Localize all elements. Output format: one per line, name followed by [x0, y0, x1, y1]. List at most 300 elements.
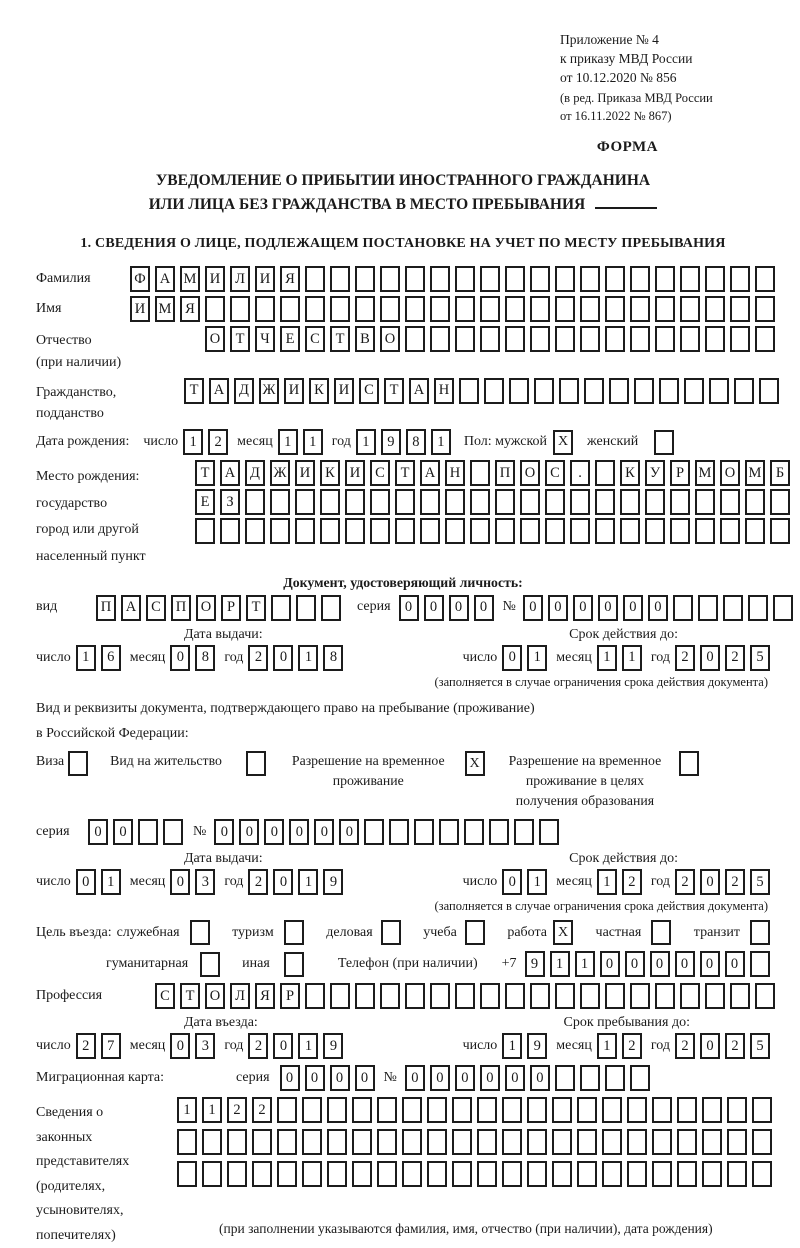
char-box[interactable] [177, 1161, 197, 1187]
char-box[interactable]: Ч [255, 326, 275, 352]
char-box[interactable] [602, 1129, 622, 1155]
char-box[interactable] [327, 1129, 347, 1155]
char-box[interactable]: 2 [725, 869, 745, 895]
char-box[interactable] [705, 296, 725, 322]
char-box[interactable]: И [205, 266, 225, 292]
char-box[interactable]: 1 [597, 645, 617, 671]
char-box[interactable] [380, 296, 400, 322]
char-box[interactable] [577, 1097, 597, 1123]
char-box[interactable] [455, 983, 475, 1009]
char-box[interactable]: 0 [650, 951, 670, 977]
char-box[interactable] [534, 378, 554, 404]
char-box[interactable] [580, 983, 600, 1009]
char-box[interactable] [709, 378, 729, 404]
char-box[interactable]: 9 [527, 1033, 547, 1059]
char-box[interactable] [702, 1097, 722, 1123]
char-box[interactable] [484, 378, 504, 404]
char-box[interactable]: 2 [622, 1033, 642, 1059]
char-box[interactable] [495, 489, 515, 515]
char-box[interactable] [577, 1129, 597, 1155]
char-box[interactable]: 1 [202, 1097, 222, 1123]
char-box[interactable] [420, 489, 440, 515]
purpose-transit-checkbox[interactable] [750, 920, 770, 945]
char-box[interactable]: 3 [195, 1033, 215, 1059]
char-box[interactable]: 1 [502, 1033, 522, 1059]
char-box[interactable]: 2 [725, 1033, 745, 1059]
char-box[interactable]: 8 [195, 645, 215, 671]
char-box[interactable] [605, 296, 625, 322]
char-box[interactable] [296, 595, 316, 621]
purpose-official-checkbox[interactable] [190, 920, 210, 945]
char-box[interactable] [277, 1161, 297, 1187]
char-box[interactable]: 0 [700, 1033, 720, 1059]
char-box[interactable]: Ж [259, 378, 279, 404]
char-box[interactable] [277, 1097, 297, 1123]
char-box[interactable] [595, 489, 615, 515]
char-box[interactable]: 0 [700, 645, 720, 671]
char-box[interactable] [770, 489, 790, 515]
char-box[interactable] [320, 518, 340, 544]
char-box[interactable] [520, 489, 540, 515]
char-box[interactable]: 1 [356, 429, 376, 455]
char-box[interactable]: 0 [170, 1033, 190, 1059]
char-box[interactable]: 0 [625, 951, 645, 977]
char-box[interactable] [727, 1129, 747, 1155]
char-box[interactable]: 0 [725, 951, 745, 977]
char-box[interactable] [402, 1097, 422, 1123]
char-box[interactable]: 0 [505, 1065, 525, 1091]
char-box[interactable] [509, 378, 529, 404]
char-box[interactable]: Л [230, 983, 250, 1009]
char-box[interactable]: 0 [305, 1065, 325, 1091]
char-box[interactable]: Е [195, 489, 215, 515]
char-box[interactable]: 0 [548, 595, 568, 621]
char-box[interactable] [545, 489, 565, 515]
char-box[interactable] [698, 595, 718, 621]
char-box[interactable] [352, 1097, 372, 1123]
char-box[interactable]: А [155, 266, 175, 292]
char-box[interactable]: П [495, 460, 515, 486]
char-box[interactable]: 2 [248, 645, 268, 671]
char-box[interactable]: 0 [573, 595, 593, 621]
char-box[interactable]: М [155, 296, 175, 322]
char-box[interactable]: М [695, 460, 715, 486]
char-box[interactable]: А [420, 460, 440, 486]
char-box[interactable] [430, 266, 450, 292]
char-box[interactable] [477, 1161, 497, 1187]
char-box[interactable] [430, 983, 450, 1009]
char-box[interactable] [680, 983, 700, 1009]
char-box[interactable]: Т [180, 983, 200, 1009]
char-box[interactable]: 0 [405, 1065, 425, 1091]
purpose-work-checkbox[interactable]: X [553, 920, 573, 945]
char-box[interactable] [555, 296, 575, 322]
char-box[interactable]: З [220, 489, 240, 515]
char-box[interactable] [555, 326, 575, 352]
char-box[interactable]: 2 [208, 429, 228, 455]
char-box[interactable] [580, 1065, 600, 1091]
char-box[interactable] [405, 983, 425, 1009]
char-box[interactable]: 1 [597, 1033, 617, 1059]
char-box[interactable] [752, 1129, 772, 1155]
char-box[interactable]: Т [395, 460, 415, 486]
char-box[interactable]: 2 [725, 645, 745, 671]
char-box[interactable]: 0 [523, 595, 543, 621]
char-box[interactable] [230, 296, 250, 322]
char-box[interactable] [720, 489, 740, 515]
char-box[interactable]: Т [195, 460, 215, 486]
char-box[interactable] [470, 518, 490, 544]
char-box[interactable] [527, 1097, 547, 1123]
char-box[interactable]: К [620, 460, 640, 486]
char-box[interactable]: 0 [76, 869, 96, 895]
char-box[interactable] [445, 489, 465, 515]
char-box[interactable] [539, 819, 559, 845]
char-box[interactable]: И [284, 378, 304, 404]
char-box[interactable] [655, 266, 675, 292]
char-box[interactable] [630, 326, 650, 352]
char-box[interactable] [605, 983, 625, 1009]
char-box[interactable] [445, 518, 465, 544]
char-box[interactable] [377, 1097, 397, 1123]
char-box[interactable] [730, 983, 750, 1009]
char-box[interactable] [605, 326, 625, 352]
purpose-other-checkbox[interactable] [284, 952, 304, 977]
char-box[interactable]: П [171, 595, 191, 621]
char-box[interactable] [405, 266, 425, 292]
char-box[interactable]: 9 [525, 951, 545, 977]
char-box[interactable] [502, 1161, 522, 1187]
char-box[interactable] [430, 296, 450, 322]
male-checkbox[interactable]: X [553, 430, 573, 455]
char-box[interactable] [559, 378, 579, 404]
char-box[interactable] [552, 1161, 572, 1187]
char-box[interactable]: 2 [675, 869, 695, 895]
char-box[interactable]: 1 [527, 645, 547, 671]
char-box[interactable] [695, 489, 715, 515]
char-box[interactable]: 2 [675, 645, 695, 671]
char-box[interactable]: С [146, 595, 166, 621]
char-box[interactable] [730, 266, 750, 292]
char-box[interactable] [352, 1161, 372, 1187]
char-box[interactable]: 0 [273, 645, 293, 671]
char-box[interactable]: 3 [195, 869, 215, 895]
char-box[interactable] [655, 983, 675, 1009]
char-box[interactable] [427, 1097, 447, 1123]
char-box[interactable]: А [209, 378, 229, 404]
char-box[interactable] [202, 1129, 222, 1155]
visa-checkbox[interactable] [68, 751, 88, 776]
char-box[interactable] [652, 1161, 672, 1187]
char-box[interactable]: 0 [214, 819, 234, 845]
char-box[interactable]: 2 [675, 1033, 695, 1059]
char-box[interactable]: 1 [76, 645, 96, 671]
char-box[interactable] [227, 1161, 247, 1187]
char-box[interactable] [755, 326, 775, 352]
char-box[interactable] [364, 819, 384, 845]
char-box[interactable]: О [380, 326, 400, 352]
char-box[interactable]: 2 [248, 869, 268, 895]
char-box[interactable] [514, 819, 534, 845]
char-box[interactable]: О [720, 460, 740, 486]
char-box[interactable]: 1 [298, 869, 318, 895]
char-box[interactable]: 0 [280, 1065, 300, 1091]
char-box[interactable] [245, 489, 265, 515]
char-box[interactable]: 0 [623, 595, 643, 621]
char-box[interactable]: 2 [248, 1033, 268, 1059]
char-box[interactable] [659, 378, 679, 404]
char-box[interactable] [470, 489, 490, 515]
char-box[interactable]: 0 [502, 869, 522, 895]
char-box[interactable]: 2 [252, 1097, 272, 1123]
char-box[interactable] [680, 326, 700, 352]
char-box[interactable] [580, 296, 600, 322]
char-box[interactable] [702, 1129, 722, 1155]
char-box[interactable]: Н [434, 378, 454, 404]
char-box[interactable] [652, 1097, 672, 1123]
char-box[interactable] [705, 266, 725, 292]
char-box[interactable] [355, 296, 375, 322]
char-box[interactable]: С [305, 326, 325, 352]
char-box[interactable] [570, 518, 590, 544]
char-box[interactable] [302, 1161, 322, 1187]
char-box[interactable] [345, 489, 365, 515]
char-box[interactable] [552, 1097, 572, 1123]
char-box[interactable]: 0 [264, 819, 284, 845]
char-box[interactable] [520, 518, 540, 544]
char-box[interactable]: 1 [431, 429, 451, 455]
char-box[interactable]: О [520, 460, 540, 486]
char-box[interactable]: Я [280, 266, 300, 292]
char-box[interactable] [584, 378, 604, 404]
char-box[interactable]: 0 [474, 595, 494, 621]
char-box[interactable]: К [320, 460, 340, 486]
char-box[interactable] [480, 326, 500, 352]
char-box[interactable] [530, 296, 550, 322]
purpose-humanitarian-checkbox[interactable] [200, 952, 220, 977]
char-box[interactable]: 0 [170, 869, 190, 895]
char-box[interactable]: 1 [278, 429, 298, 455]
char-box[interactable] [477, 1097, 497, 1123]
char-box[interactable] [734, 378, 754, 404]
char-box[interactable]: И [130, 296, 150, 322]
char-box[interactable] [595, 518, 615, 544]
char-box[interactable]: М [180, 266, 200, 292]
char-box[interactable]: . [570, 460, 590, 486]
char-box[interactable] [620, 489, 640, 515]
char-box[interactable]: Б [770, 460, 790, 486]
char-box[interactable] [605, 266, 625, 292]
char-box[interactable]: 2 [622, 869, 642, 895]
char-box[interactable] [705, 326, 725, 352]
char-box[interactable] [645, 518, 665, 544]
char-box[interactable] [402, 1129, 422, 1155]
char-box[interactable]: О [196, 595, 216, 621]
char-box[interactable]: 0 [170, 645, 190, 671]
char-box[interactable]: К [309, 378, 329, 404]
char-box[interactable]: 0 [675, 951, 695, 977]
char-box[interactable]: 0 [355, 1065, 375, 1091]
char-box[interactable] [752, 1161, 772, 1187]
char-box[interactable] [677, 1097, 697, 1123]
char-box[interactable] [452, 1161, 472, 1187]
char-box[interactable] [321, 595, 341, 621]
char-box[interactable] [580, 266, 600, 292]
char-box[interactable] [452, 1129, 472, 1155]
char-box[interactable]: 0 [648, 595, 668, 621]
char-box[interactable]: О [205, 983, 225, 1009]
char-box[interactable]: 1 [303, 429, 323, 455]
char-box[interactable]: А [220, 460, 240, 486]
char-box[interactable]: В [355, 326, 375, 352]
char-box[interactable]: 1 [298, 645, 318, 671]
char-box[interactable]: С [155, 983, 175, 1009]
char-box[interactable] [680, 266, 700, 292]
char-box[interactable] [355, 983, 375, 1009]
char-box[interactable] [489, 819, 509, 845]
char-box[interactable]: Ж [270, 460, 290, 486]
char-box[interactable] [570, 489, 590, 515]
char-box[interactable] [670, 518, 690, 544]
char-box[interactable] [745, 489, 765, 515]
char-box[interactable] [627, 1161, 647, 1187]
char-box[interactable] [452, 1097, 472, 1123]
char-box[interactable] [227, 1129, 247, 1155]
char-box[interactable] [280, 296, 300, 322]
char-box[interactable]: 0 [430, 1065, 450, 1091]
char-box[interactable]: 1 [575, 951, 595, 977]
char-box[interactable]: 0 [273, 1033, 293, 1059]
char-box[interactable] [355, 266, 375, 292]
char-box[interactable]: С [359, 378, 379, 404]
char-box[interactable] [505, 266, 525, 292]
char-box[interactable]: 0 [424, 595, 444, 621]
char-box[interactable]: 7 [101, 1033, 121, 1059]
char-box[interactable] [245, 518, 265, 544]
char-box[interactable] [455, 296, 475, 322]
char-box[interactable]: 0 [314, 819, 334, 845]
char-box[interactable] [502, 1097, 522, 1123]
char-box[interactable] [330, 983, 350, 1009]
char-box[interactable] [620, 518, 640, 544]
char-box[interactable] [527, 1129, 547, 1155]
char-box[interactable] [430, 326, 450, 352]
char-box[interactable] [177, 1129, 197, 1155]
char-box[interactable]: 5 [750, 869, 770, 895]
char-box[interactable] [480, 983, 500, 1009]
char-box[interactable] [255, 296, 275, 322]
char-box[interactable]: 6 [101, 645, 121, 671]
char-box[interactable]: 8 [323, 645, 343, 671]
char-box[interactable] [302, 1097, 322, 1123]
char-box[interactable] [705, 983, 725, 1009]
char-box[interactable]: 1 [177, 1097, 197, 1123]
char-box[interactable] [505, 983, 525, 1009]
char-box[interactable] [389, 819, 409, 845]
char-box[interactable] [755, 266, 775, 292]
char-box[interactable] [752, 1097, 772, 1123]
char-box[interactable] [634, 378, 654, 404]
char-box[interactable] [555, 266, 575, 292]
char-box[interactable] [480, 296, 500, 322]
char-box[interactable] [630, 266, 650, 292]
char-box[interactable] [505, 296, 525, 322]
char-box[interactable] [755, 983, 775, 1009]
char-box[interactable] [630, 296, 650, 322]
char-box[interactable] [684, 378, 704, 404]
char-box[interactable] [530, 326, 550, 352]
char-box[interactable]: 5 [750, 645, 770, 671]
char-box[interactable]: 0 [330, 1065, 350, 1091]
char-box[interactable] [727, 1161, 747, 1187]
char-box[interactable]: 1 [527, 869, 547, 895]
char-box[interactable]: 0 [480, 1065, 500, 1091]
char-box[interactable] [770, 518, 790, 544]
char-box[interactable]: И [334, 378, 354, 404]
char-box[interactable] [655, 326, 675, 352]
char-box[interactable] [577, 1161, 597, 1187]
char-box[interactable]: 1 [101, 869, 121, 895]
char-box[interactable] [695, 518, 715, 544]
char-box[interactable] [527, 1161, 547, 1187]
char-box[interactable] [555, 1065, 575, 1091]
char-box[interactable]: 0 [339, 819, 359, 845]
char-box[interactable]: Т [184, 378, 204, 404]
char-box[interactable]: Н [445, 460, 465, 486]
char-box[interactable] [138, 819, 158, 845]
char-box[interactable]: Р [670, 460, 690, 486]
char-box[interactable] [602, 1161, 622, 1187]
char-box[interactable] [295, 489, 315, 515]
char-box[interactable] [670, 489, 690, 515]
char-box[interactable]: Ф [130, 266, 150, 292]
char-box[interactable] [727, 1097, 747, 1123]
char-box[interactable]: Я [180, 296, 200, 322]
char-box[interactable]: Д [234, 378, 254, 404]
char-box[interactable]: 9 [381, 429, 401, 455]
char-box[interactable] [730, 326, 750, 352]
char-box[interactable] [220, 518, 240, 544]
char-box[interactable]: Я [255, 983, 275, 1009]
char-box[interactable]: И [345, 460, 365, 486]
char-box[interactable] [630, 1065, 650, 1091]
char-box[interactable] [464, 819, 484, 845]
char-box[interactable] [748, 595, 768, 621]
char-box[interactable] [627, 1129, 647, 1155]
char-box[interactable] [302, 1129, 322, 1155]
char-box[interactable] [330, 296, 350, 322]
char-box[interactable] [305, 266, 325, 292]
char-box[interactable]: 0 [273, 869, 293, 895]
char-box[interactable]: 0 [700, 869, 720, 895]
char-box[interactable] [530, 983, 550, 1009]
purpose-tourism-checkbox[interactable] [284, 920, 304, 945]
char-box[interactable] [427, 1129, 447, 1155]
char-box[interactable] [405, 296, 425, 322]
char-box[interactable]: У [645, 460, 665, 486]
char-box[interactable]: 0 [598, 595, 618, 621]
char-box[interactable] [305, 296, 325, 322]
char-box[interactable]: Р [221, 595, 241, 621]
char-box[interactable] [380, 983, 400, 1009]
char-box[interactable] [759, 378, 779, 404]
char-box[interactable] [655, 296, 675, 322]
char-box[interactable] [459, 378, 479, 404]
char-box[interactable] [545, 518, 565, 544]
char-box[interactable] [609, 378, 629, 404]
char-box[interactable]: Т [230, 326, 250, 352]
char-box[interactable]: 1 [298, 1033, 318, 1059]
